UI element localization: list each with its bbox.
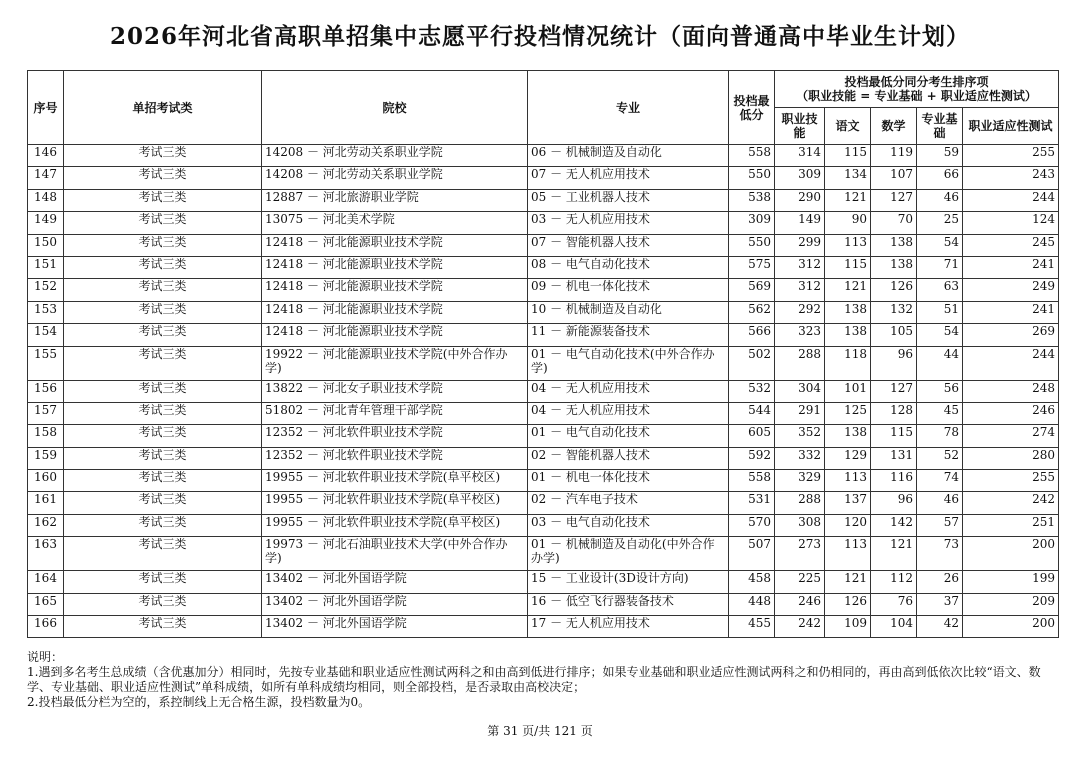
row-skill: 290	[775, 189, 825, 211]
table-row	[28, 492, 1059, 514]
row-major: 01 － 机电一体化技术	[528, 470, 729, 492]
row-exam-type: 考试三类	[64, 514, 262, 536]
row-math: 121	[871, 537, 917, 571]
table-row	[28, 380, 1059, 402]
row-math: 104	[871, 616, 917, 638]
row-school: 14208 － 河北劳动关系职业学院	[262, 167, 528, 189]
row-math: 76	[871, 593, 917, 615]
row-aptitude: 209	[963, 593, 1059, 615]
row-chinese: 134	[825, 167, 871, 189]
row-no: 158	[28, 425, 64, 447]
notes-heading: 说明：	[27, 650, 64, 664]
row-major: 11 － 新能源装备技术	[528, 324, 729, 346]
row-chinese: 138	[825, 301, 871, 323]
row-major: 17 － 无人机应用技术	[528, 616, 729, 638]
row-basics: 56	[917, 380, 963, 402]
row-aptitude: 246	[963, 402, 1059, 424]
row-skill: 149	[775, 212, 825, 234]
row-basics: 45	[917, 402, 963, 424]
row-min-score: 531	[729, 492, 775, 514]
row-basics: 26	[917, 571, 963, 593]
row-basics: 78	[917, 425, 963, 447]
row-exam-type: 考试三类	[64, 425, 262, 447]
row-aptitude: 124	[963, 212, 1059, 234]
row-skill: 292	[775, 301, 825, 323]
row-math: 105	[871, 324, 917, 346]
row-basics: 25	[917, 212, 963, 234]
row-basics: 51	[917, 301, 963, 323]
row-math: 138	[871, 256, 917, 278]
row-school: 19955 － 河北软件职业技术学院(阜平校区)	[262, 470, 528, 492]
row-no: 156	[28, 380, 64, 402]
row-exam-type: 考试三类	[64, 571, 262, 593]
header-chinese: 语文	[825, 108, 871, 145]
row-aptitude: 255	[963, 145, 1059, 167]
row-chinese: 113	[825, 470, 871, 492]
row-school: 14208 － 河北劳动关系职业学院	[262, 145, 528, 167]
row-skill: 242	[775, 616, 825, 638]
row-math: 119	[871, 145, 917, 167]
row-math: 128	[871, 402, 917, 424]
row-basics: 37	[917, 593, 963, 615]
row-basics: 63	[917, 279, 963, 301]
row-exam-type: 考试三类	[64, 616, 262, 638]
table-row	[28, 425, 1059, 447]
table-row	[28, 279, 1059, 301]
row-aptitude: 274	[963, 425, 1059, 447]
row-school: 12418 － 河北能源职业技术学院	[262, 301, 528, 323]
row-min-score: 458	[729, 571, 775, 593]
table-row	[28, 167, 1059, 189]
row-exam-type: 考试三类	[64, 380, 262, 402]
row-min-score: 532	[729, 380, 775, 402]
row-chinese: 113	[825, 234, 871, 256]
row-aptitude: 244	[963, 346, 1059, 380]
row-aptitude: 241	[963, 256, 1059, 278]
row-aptitude: 249	[963, 279, 1059, 301]
row-skill: 304	[775, 380, 825, 402]
row-no: 159	[28, 447, 64, 469]
table-row	[28, 301, 1059, 323]
row-exam-type: 考试三类	[64, 447, 262, 469]
row-exam-type: 考试三类	[64, 346, 262, 380]
row-min-score: 558	[729, 145, 775, 167]
row-min-score: 605	[729, 425, 775, 447]
row-no: 165	[28, 593, 64, 615]
row-aptitude: 244	[963, 189, 1059, 211]
header-tie-group	[775, 71, 1059, 108]
table-row	[28, 256, 1059, 278]
row-major: 03 － 无人机应用技术	[528, 212, 729, 234]
row-school: 19922 － 河北能源职业技术学院(中外合作办学)	[262, 346, 528, 380]
row-math: 127	[871, 380, 917, 402]
row-no: 148	[28, 189, 64, 211]
row-math: 70	[871, 212, 917, 234]
row-min-score: 575	[729, 256, 775, 278]
table-row	[28, 402, 1059, 424]
row-aptitude: 243	[963, 167, 1059, 189]
row-school: 12352 － 河北软件职业技术学院	[262, 425, 528, 447]
header-major: 专业	[528, 71, 729, 145]
row-no: 146	[28, 145, 64, 167]
row-exam-type: 考试三类	[64, 212, 262, 234]
row-school: 19955 － 河北软件职业技术学院(阜平校区)	[262, 492, 528, 514]
row-math: 142	[871, 514, 917, 536]
header-math: 数学	[871, 108, 917, 145]
row-chinese: 129	[825, 447, 871, 469]
header-tie-group-title: 投档最低分同分考生排序项	[844, 75, 989, 89]
row-aptitude: 245	[963, 234, 1059, 256]
row-min-score: 502	[729, 346, 775, 380]
row-min-score: 562	[729, 301, 775, 323]
admission-table	[27, 70, 1059, 638]
header-tie-formula: （职业技能 = 专业基础 + 职业适应性测试）	[796, 89, 1037, 103]
row-min-score: 507	[729, 537, 775, 571]
row-no: 160	[28, 470, 64, 492]
row-no: 157	[28, 402, 64, 424]
row-school: 13402 － 河北外国语学院	[262, 593, 528, 615]
row-school: 13075 － 河北美术学院	[262, 212, 528, 234]
row-major: 02 － 智能机器人技术	[528, 447, 729, 469]
row-skill: 323	[775, 324, 825, 346]
row-school: 12418 － 河北能源职业技术学院	[262, 234, 528, 256]
row-skill: 308	[775, 514, 825, 536]
table-row	[28, 571, 1059, 593]
row-no: 164	[28, 571, 64, 593]
row-chinese: 115	[825, 256, 871, 278]
table-row	[28, 145, 1059, 167]
row-skill: 288	[775, 492, 825, 514]
row-math: 96	[871, 492, 917, 514]
row-basics: 74	[917, 470, 963, 492]
row-school: 12418 － 河北能源职业技术学院	[262, 324, 528, 346]
row-aptitude: 242	[963, 492, 1059, 514]
row-major: 04 － 无人机应用技术	[528, 402, 729, 424]
table-row	[28, 189, 1059, 211]
row-major: 01 － 机械制造及自动化(中外合作办学)	[528, 537, 729, 571]
row-basics: 71	[917, 256, 963, 278]
row-major: 02 － 汽车电子技术	[528, 492, 729, 514]
row-chinese: 138	[825, 425, 871, 447]
row-math: 107	[871, 167, 917, 189]
table-row	[28, 514, 1059, 536]
row-no: 166	[28, 616, 64, 638]
row-math: 96	[871, 346, 917, 380]
row-aptitude: 199	[963, 571, 1059, 593]
row-chinese: 137	[825, 492, 871, 514]
row-chinese: 125	[825, 402, 871, 424]
row-math: 115	[871, 425, 917, 447]
row-major: 10 － 机械制造及自动化	[528, 301, 729, 323]
row-aptitude: 200	[963, 616, 1059, 638]
row-chinese: 120	[825, 514, 871, 536]
table-row	[28, 234, 1059, 256]
table-row	[28, 346, 1059, 380]
row-school: 12887 － 河北旅游职业学院	[262, 189, 528, 211]
row-exam-type: 考试三类	[64, 470, 262, 492]
row-aptitude: 241	[963, 301, 1059, 323]
row-exam-type: 考试三类	[64, 234, 262, 256]
header-min-score: 投档最低分	[729, 71, 775, 145]
row-major: 15 － 工业设计(3D设计方向)	[528, 571, 729, 593]
table-row	[28, 212, 1059, 234]
notes-line-1: 1.遇到多名考生总成绩（含优惠加分）相同时，先按专业基础和职业适应性测试两科之和由高到低进行排序；如果专业基础和职业适应性测试两科之和仍相同的，再由高到低依次比较“语文、数学、专业基础、职业适应性测试”单科成绩，如所有单科成绩均相同，则全部投档，是否录取由高校决定；	[27, 665, 1041, 694]
row-major: 16 － 低空飞行器装备技术	[528, 593, 729, 615]
row-no: 152	[28, 279, 64, 301]
row-chinese: 121	[825, 279, 871, 301]
notes-line-2: 2.投档最低分栏为空的，系控制线上无合格生源，投档数量为0。	[27, 695, 371, 709]
row-exam-type: 考试三类	[64, 279, 262, 301]
row-min-score: 448	[729, 593, 775, 615]
row-no: 161	[28, 492, 64, 514]
row-no: 162	[28, 514, 64, 536]
row-school: 12418 － 河北能源职业技术学院	[262, 256, 528, 278]
row-skill: 312	[775, 279, 825, 301]
row-skill: 332	[775, 447, 825, 469]
row-no: 149	[28, 212, 64, 234]
row-math: 127	[871, 189, 917, 211]
row-school: 19973 － 河北石油职业技术大学(中外合作办学)	[262, 537, 528, 571]
row-no: 151	[28, 256, 64, 278]
row-basics: 46	[917, 492, 963, 514]
row-exam-type: 考试三类	[64, 492, 262, 514]
header-skill: 职业技能	[775, 108, 825, 145]
table-row	[28, 447, 1059, 469]
table-row	[28, 324, 1059, 346]
row-aptitude: 251	[963, 514, 1059, 536]
row-skill: 225	[775, 571, 825, 593]
row-min-score: 538	[729, 189, 775, 211]
row-school: 13402 － 河北外国语学院	[262, 571, 528, 593]
row-skill: 312	[775, 256, 825, 278]
row-chinese: 138	[825, 324, 871, 346]
row-exam-type: 考试三类	[64, 593, 262, 615]
row-math: 126	[871, 279, 917, 301]
row-aptitude: 269	[963, 324, 1059, 346]
header-aptitude: 职业适应性测试	[963, 108, 1059, 145]
row-no: 163	[28, 537, 64, 571]
row-math: 116	[871, 470, 917, 492]
row-skill: 314	[775, 145, 825, 167]
notes	[27, 650, 1058, 710]
row-basics: 46	[917, 189, 963, 211]
row-basics: 66	[917, 167, 963, 189]
row-min-score: 592	[729, 447, 775, 469]
row-basics: 73	[917, 537, 963, 571]
row-skill: 288	[775, 346, 825, 380]
row-major: 03 － 电气自动化技术	[528, 514, 729, 536]
row-school: 51802 － 河北青年管理干部学院	[262, 402, 528, 424]
row-major: 09 － 机电一体化技术	[528, 279, 729, 301]
row-skill: 352	[775, 425, 825, 447]
row-skill: 291	[775, 402, 825, 424]
row-min-score: 569	[729, 279, 775, 301]
row-chinese: 121	[825, 571, 871, 593]
row-basics: 59	[917, 145, 963, 167]
row-basics: 44	[917, 346, 963, 380]
row-exam-type: 考试三类	[64, 324, 262, 346]
table-row	[28, 616, 1059, 638]
row-min-score: 309	[729, 212, 775, 234]
row-chinese: 90	[825, 212, 871, 234]
row-math: 132	[871, 301, 917, 323]
row-no: 147	[28, 167, 64, 189]
row-chinese: 109	[825, 616, 871, 638]
row-min-score: 570	[729, 514, 775, 536]
row-major: 01 － 电气自动化技术(中外合作办学)	[528, 346, 729, 380]
row-basics: 57	[917, 514, 963, 536]
row-school: 13402 － 河北外国语学院	[262, 616, 528, 638]
row-major: 08 － 电气自动化技术	[528, 256, 729, 278]
row-math: 138	[871, 234, 917, 256]
table-row	[28, 593, 1059, 615]
row-chinese: 113	[825, 537, 871, 571]
page-title: 2026年河北省高职单招集中志愿平行投档情况统计（面向普通高中毕业生计划）	[109, 23, 970, 50]
row-chinese: 118	[825, 346, 871, 380]
table-row	[28, 537, 1059, 571]
row-exam-type: 考试三类	[64, 167, 262, 189]
row-chinese: 101	[825, 380, 871, 402]
row-no: 153	[28, 301, 64, 323]
row-skill: 299	[775, 234, 825, 256]
header-no: 序号	[28, 71, 64, 145]
row-min-score: 550	[729, 234, 775, 256]
table-body	[28, 145, 1059, 638]
row-major: 07 － 无人机应用技术	[528, 167, 729, 189]
row-exam-type: 考试三类	[64, 301, 262, 323]
row-aptitude: 280	[963, 447, 1059, 469]
row-basics: 42	[917, 616, 963, 638]
row-exam-type: 考试三类	[64, 537, 262, 571]
row-major: 06 － 机械制造及自动化	[528, 145, 729, 167]
row-major: 04 － 无人机应用技术	[528, 380, 729, 402]
row-no: 155	[28, 346, 64, 380]
row-basics: 54	[917, 234, 963, 256]
row-no: 150	[28, 234, 64, 256]
row-min-score: 566	[729, 324, 775, 346]
row-skill: 329	[775, 470, 825, 492]
header-exam-type: 单招考试类	[64, 71, 262, 145]
row-min-score: 544	[729, 402, 775, 424]
row-min-score: 558	[729, 470, 775, 492]
row-basics: 54	[917, 324, 963, 346]
row-exam-type: 考试三类	[64, 189, 262, 211]
header-school: 院校	[262, 71, 528, 145]
table-row	[28, 470, 1059, 492]
row-school: 12352 － 河北软件职业技术学院	[262, 447, 528, 469]
row-exam-type: 考试三类	[64, 145, 262, 167]
row-school: 13822 － 河北女子职业技术学院	[262, 380, 528, 402]
row-math: 131	[871, 447, 917, 469]
row-chinese: 115	[825, 145, 871, 167]
header-basics: 专业基础	[917, 108, 963, 145]
row-math: 112	[871, 571, 917, 593]
row-skill: 273	[775, 537, 825, 571]
row-major: 05 － 工业机器人技术	[528, 189, 729, 211]
row-major: 07 － 智能机器人技术	[528, 234, 729, 256]
row-major: 01 － 电气自动化技术	[528, 425, 729, 447]
row-aptitude: 255	[963, 470, 1059, 492]
row-basics: 52	[917, 447, 963, 469]
row-no: 154	[28, 324, 64, 346]
row-chinese: 121	[825, 189, 871, 211]
row-chinese: 126	[825, 593, 871, 615]
row-min-score: 550	[729, 167, 775, 189]
row-aptitude: 248	[963, 380, 1059, 402]
row-aptitude: 200	[963, 537, 1059, 571]
row-exam-type: 考试三类	[64, 402, 262, 424]
row-skill: 309	[775, 167, 825, 189]
row-school: 12418 － 河北能源职业技术学院	[262, 279, 528, 301]
page-footer: 第 31 页/共 121 页	[487, 724, 593, 738]
row-school: 19955 － 河北软件职业技术学院(阜平校区)	[262, 514, 528, 536]
row-min-score: 455	[729, 616, 775, 638]
row-skill: 246	[775, 593, 825, 615]
row-exam-type: 考试三类	[64, 256, 262, 278]
